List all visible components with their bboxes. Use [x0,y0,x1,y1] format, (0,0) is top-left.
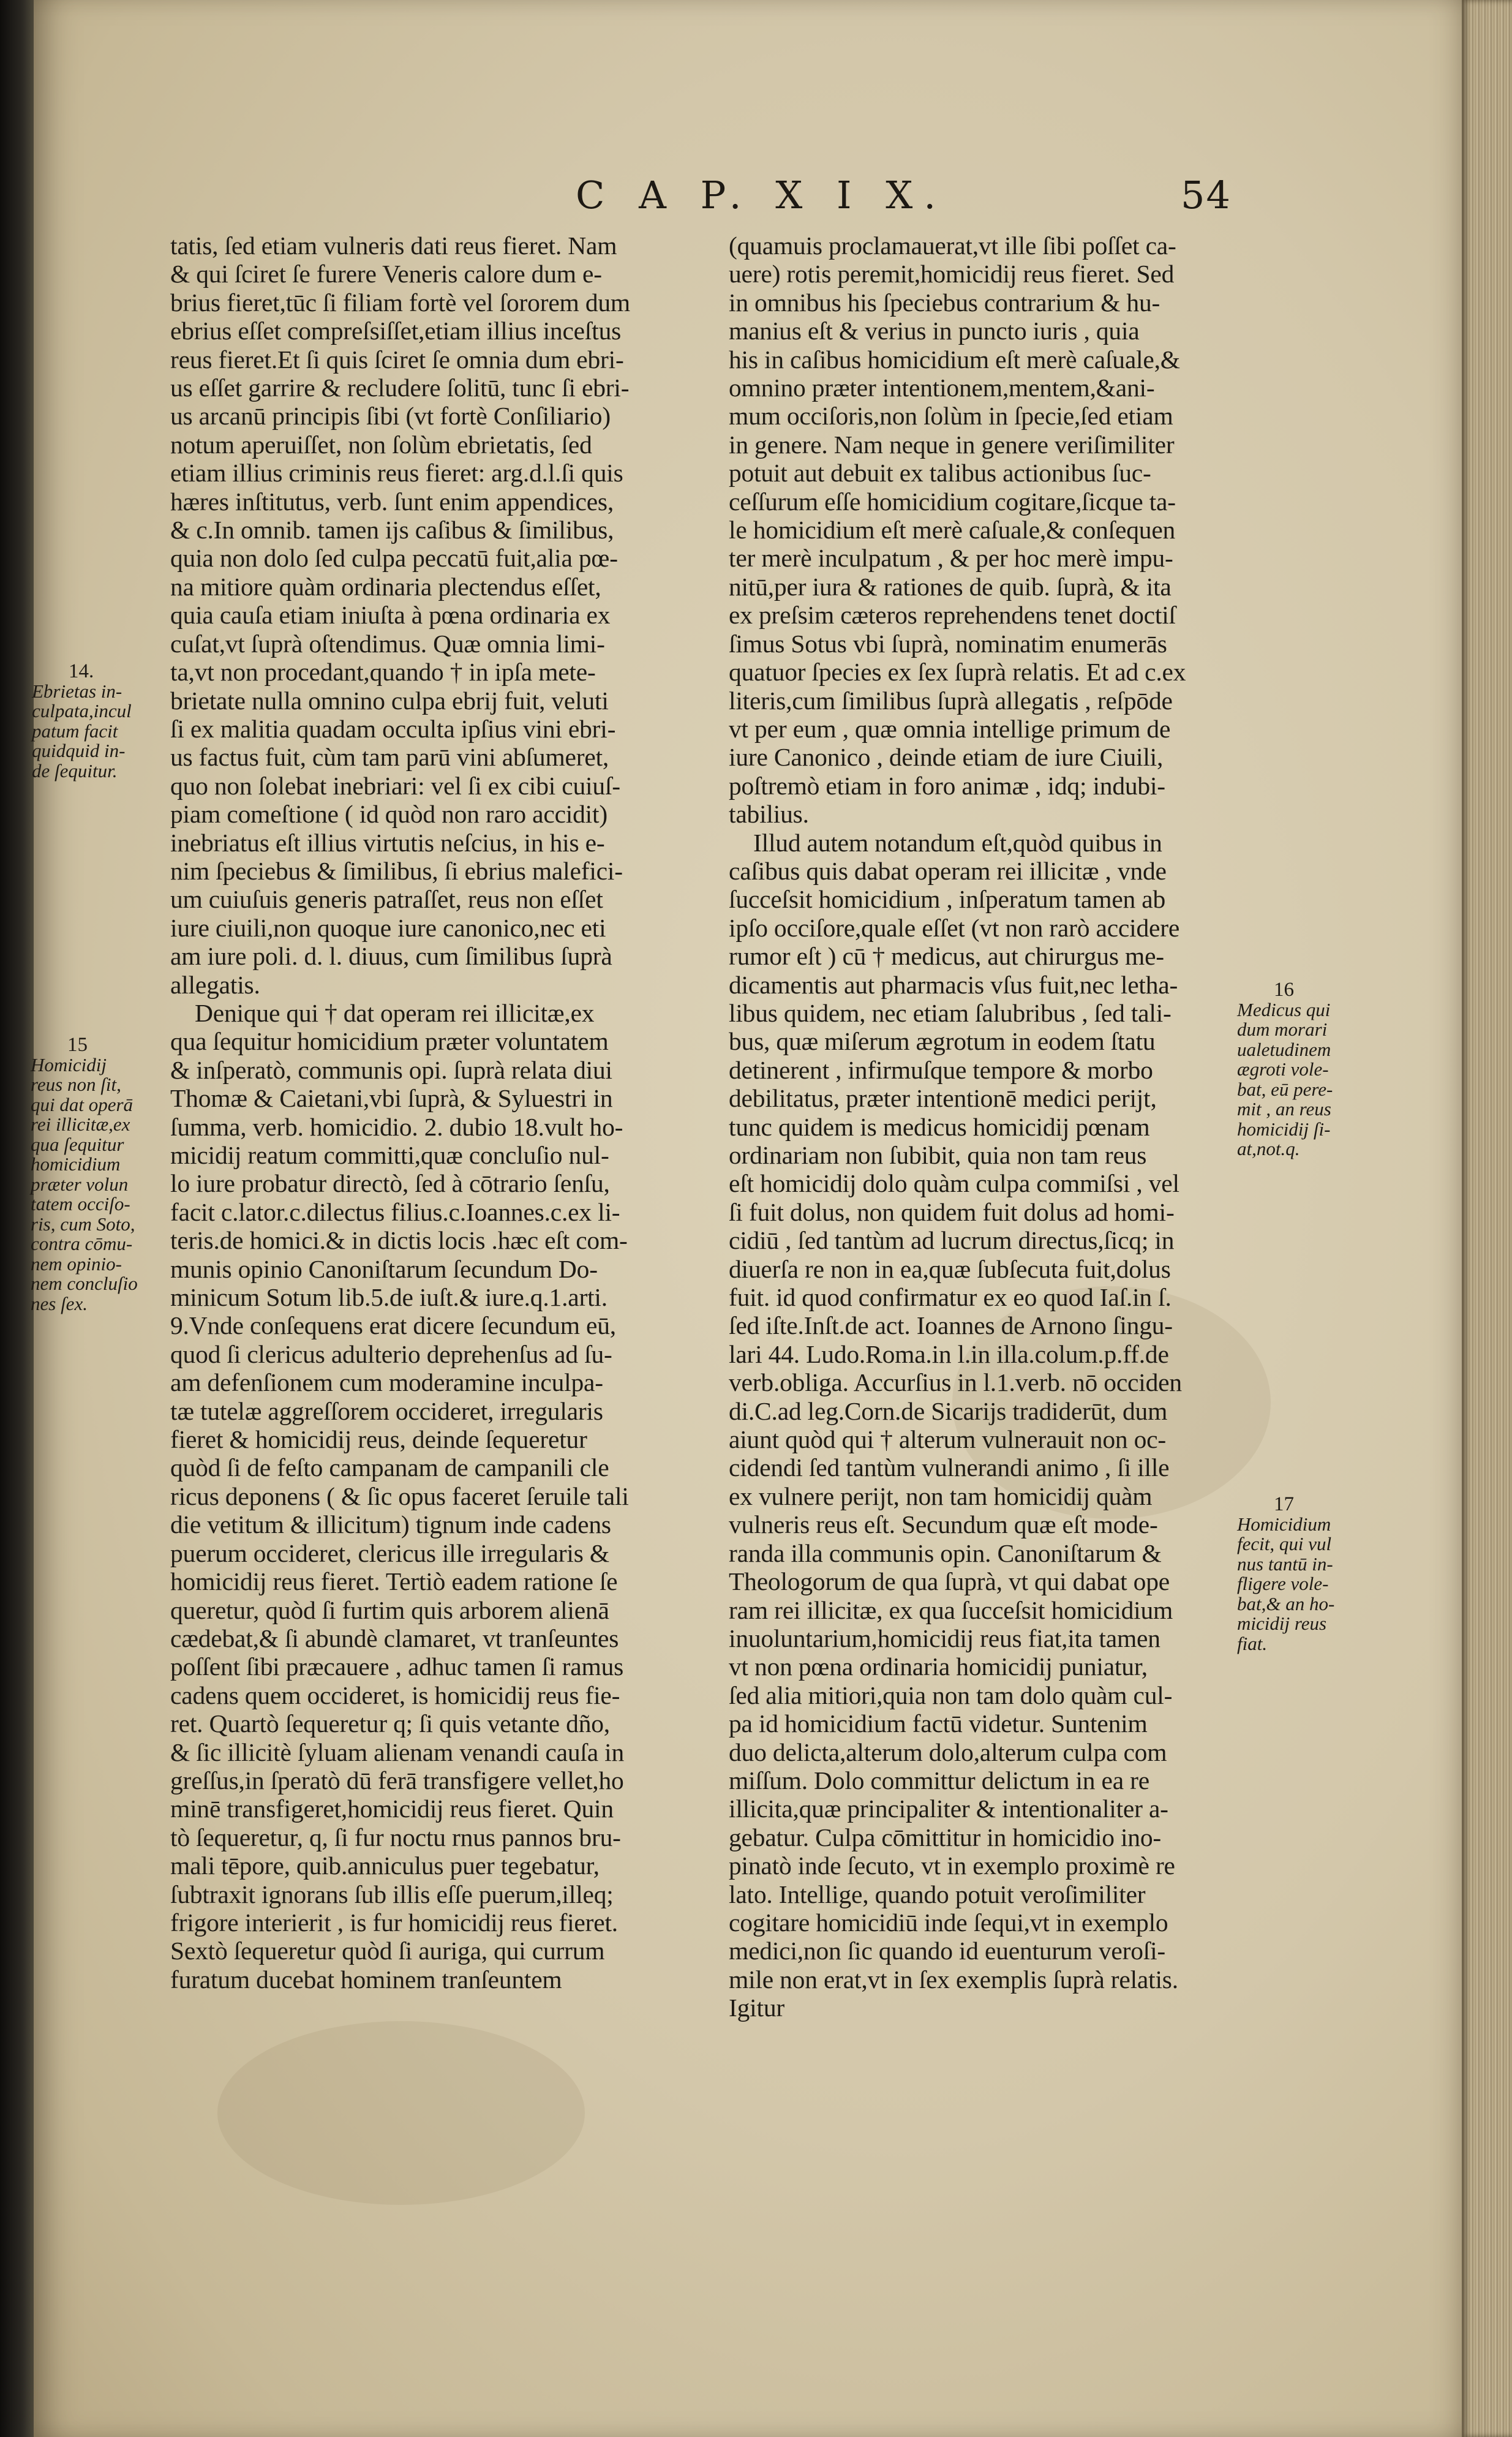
text-line: omnino præter intentionem,mentem,&ani- [729,374,1155,402]
margin-note-line: mit , an reus [1237,1098,1331,1120]
margin-note-line: Homicidij [31,1053,107,1075]
text-line: ricus deponens ( & ſic opus faceret ſeruile tali [170,1482,629,1510]
text-line: vt non pœna ordinaria homicidij puniatur, [729,1652,1148,1681]
margin-note-line: nes ſex. [31,1292,88,1314]
text-line: poſſent ſibi præcauere , adhuc tamen ſi ramus [170,1652,624,1681]
text-line: Denique qui † dat operam rei illicitæ,ex [195,998,595,1027]
text-line: am iure poli. d. l. diuus, cum ſimilibus ſuprà [170,942,612,971]
text-line: Illud autem notandum eſt,quòd quibus in [753,828,1162,857]
text-line: vt per eum , quæ omnia intellige primum de [729,714,1171,743]
margin-note-line: tatem occiſo- [31,1193,130,1215]
margin-note-line: ualetudinem [1237,1038,1331,1060]
right-text-column [729,232,1231,2022]
margin-note-line: dum morari [1237,1019,1328,1040]
text-line: us arcanū principis ſibi (vt fortè Conſiliario) [170,402,611,431]
text-line: pa id homicidium factū videtur. Suntenim [729,1709,1148,1738]
text-line: cædebat,& ſi abundè clamaret, vt tranſeuntes [170,1624,619,1652]
text-line: puerum occideret, clericus ille irregularis & [170,1539,609,1567]
text-line: manius eſt & verius in puncto iuris , quia [729,317,1140,345]
text-line: inebriatus eſt illius virtutis neſcius, in his e- [170,828,605,857]
text-line: poſtremò etiam in foro animæ , idq; indubi- [729,771,1165,800]
margin-note-line: at,not.q. [1237,1138,1300,1159]
text-line: medici,non ſic quando id euenturum veroſi- [729,1937,1166,1965]
text-line: homicidij reus fieret. Tertiò eadem ratione ſe [170,1567,618,1596]
text-line: quatuor ſpecies ex ſex ſuprà relatis. Et ad c.ex [729,658,1186,687]
text-line: cuſat,vt ſuprà oſtendimus. Quæ omnia limi- [170,629,605,658]
text-line: micidij reatum committi,quæ concluſio nul- [170,1141,609,1169]
text-line: um cuiuſuis generis patraſſet, reus non eſſet [170,885,603,914]
text-line: qua ſequitur homicidium præter voluntatem [170,1027,609,1056]
text-line: debilitatus, præter intentionē medici perijt, [729,1084,1157,1113]
text-line: aiunt quòd qui † alterum vulnerauit non oc- [729,1425,1167,1454]
text-line: fieret & homicidij reus, deinde ſequeretur [170,1425,587,1454]
text-line: reus fieret.Et ſi quis ſciret ſe omnia dum ebri- [170,345,624,374]
running-title: C A P. X I X. [576,173,947,217]
text-line: caſibus quis dabat operam rei illicitæ , vnde [729,856,1167,885]
text-line: us factus fuit, cùm tam parū vini abſumeret, [170,743,609,772]
margin-note-line: homicidium [31,1153,121,1175]
text-line: nitū,per iura & rationes de quib. ſuprà, & ita [729,572,1172,601]
text-line: am defenſionem cum moderamine inculpa- [170,1368,603,1397]
text-line: 9.Vnde conſequens erat dicere ſecundum eū, [170,1311,616,1340]
text-line: cidiū , ſed tantùm ad lucrum directus,ſicq; in [729,1226,1175,1255]
text-line: quia non dolo ſed culpa peccatū fuit,alia pœ- [170,544,618,573]
text-line: ta,vt non procedant,quando † in ipſa mete- [170,658,596,687]
text-line: gebatur. Culpa cōmittitur in homicidio ino- [729,1823,1162,1851]
text-line: allegatis. [170,970,260,999]
text-line: greſſus,in ſperatò dū ferā transfigere vellet,ho [170,1766,624,1795]
text-line: rumor eſt ) cū † medicus, aut chirurgus me- [729,942,1164,971]
margin-note-line: reus non ſit, [31,1074,121,1095]
margin-note-line: ris, cum Soto, [31,1213,135,1235]
margin-note-line: quidquid in- [32,740,126,761]
text-line: lo iure probatur directò, ſed à cōtrario ſenſu, [170,1169,610,1198]
text-line: di.C.ad leg.Corn.de Sicarijs tradiderūt, dum [729,1396,1168,1425]
text-line: in genere. Nam neque in genere veriſimiliter [729,430,1175,459]
text-line: cogitare homicidiū inde ſequi,vt in exemplo [729,1908,1168,1937]
text-line: nim ſpeciebus & ſimilibus, ſi ebrius malefici- [170,856,623,885]
margin-note-line: de ſequitur. [32,759,118,782]
text-line: us eſſet garrire & recludere ſolitū, tunc ſi ebri- [170,374,630,402]
text-line: diuerſa re non in ea,quæ ſubſecuta fuit,dolus [729,1254,1171,1283]
text-line: ſed alia mitiori,quia non tam dolo quàm cul- [729,1681,1173,1709]
text-line: ſed iſte.Inſt.de act. Ioannes de Arnono ſingu- [729,1311,1173,1340]
text-line: quòd ſi de feſto campanam de campanili cle [170,1453,609,1482]
text-line: lari 44. Ludo.Roma.in l.in illa.colum.p.ff.de [729,1339,1169,1368]
text-line: quo non ſolebat inebriari: vel ſi ex cibi cuiuſ- [170,771,620,800]
page-edges [1462,0,1512,2437]
text-line: die vetitum & illicitum) tignum inde cadens [170,1510,611,1539]
text-line: ceſſurum eſſe homicidium cogitare,ſicque ta- [729,487,1176,516]
text-line: brius fieret,tūc ſi filiam fortè vel ſororem dum [170,288,630,317]
text-line: mali tēpore, quib.anniculus puer tegebatur, [170,1851,600,1880]
margin-note-16 [1237,980,1333,1159]
margin-note-line: ægroti vole- [1237,1058,1329,1080]
text-line: uere) rotis peremit,homicidij reus fieret. Sed [729,260,1175,288]
text-line: ſumma, verb. homicidio. 2. dubio 18.vult ho- [170,1112,623,1141]
text-line: furatum ducebat hominem tranſeuntem [170,1965,562,1994]
page-number: 54 [1181,173,1232,217]
margin-note-line: contra cōmu- [31,1233,133,1254]
margin-note-15 [31,1035,138,1314]
text-line: & ſic illicitè ſyluam alienam venandi cauſa in [170,1738,625,1766]
margin-note-14 [32,661,132,781]
left-text-column [170,232,679,1994]
margin-note-line: rei illicitæ,ex [31,1113,130,1135]
text-line: lato. Intellige, quando potuit veroſimiliter [729,1880,1146,1908]
margin-note-line: qui dat operā [31,1093,134,1115]
text-line: ter merè inculpatum , & per hoc merè impu- [729,544,1173,573]
text-line: ſimus Sotus vbi ſuprà, nominatim enumerās [729,629,1167,658]
text-line: Theologorum de qua ſuprà, vt qui dabat ope [729,1567,1170,1596]
text-line: etiam illius criminis reus fieret: arg.d.l.ſi quis [170,459,623,488]
margin-note-line: fiat. [1237,1632,1268,1654]
text-line: ex vulnere perijt, non tam homicidij quàm [729,1482,1153,1510]
margin-note-line: Medicus qui [1237,998,1331,1020]
text-line: minicum Sotum lib.5.de iuſt.& iure.q.1.arti. [170,1283,607,1312]
text-line: brietate nulla omnino culpa ebrij fuit, veluti [170,686,609,715]
text-line: tò ſequeretur, q, ſi fur noctu rnus pannos bru- [170,1823,621,1851]
text-line: ordinariam non ſubibit, quia non tam reus [729,1141,1147,1169]
text-line: munis opinio Canoniſtarum ſecundum Do- [170,1254,598,1283]
margin-note-line: bat,& an ho- [1237,1592,1335,1614]
text-line: (quamuis proclamauerat,vt ille ſibi poſſet ca- [729,232,1176,260]
margin-note-17 [1237,1494,1334,1654]
text-line: illicita,quæ principaliter & intentionaliter a- [729,1795,1168,1823]
margin-note-line: homicidij ſi- [1237,1118,1331,1140]
text-line: tatis, ſed etiam vulneris dati reus fieret. Nam [170,232,617,260]
margin-note-line: nus tantū in- [1237,1553,1333,1575]
text-line: libus quidem, nec etiam ſalubribus , ſed tali- [729,998,1172,1027]
margin-note-line: Ebrietas in- [32,680,122,702]
margin-note-number: 17 [1274,1493,1294,1515]
text-line: mum occiſoris,non ſolùm in ſpecie,ſed etiam [729,402,1173,431]
text-line: cidendi ſed tantùm vulnerandi animo , ſi ille [729,1453,1170,1482]
margin-note-line: præter volun [31,1173,129,1195]
margin-note-line: fligere vole- [1237,1573,1329,1594]
text-line: ſi ex malitia quadam occulta ipſius vini ebri- [170,714,616,743]
text-line: tunc quidem is medicus homicidij pœnam [729,1112,1150,1141]
text-line: Sextò ſequeretur quòd ſi auriga, qui currum [170,1937,605,1965]
text-line: potuit aut debuit ex talibus actionibus ſuc- [729,459,1151,488]
text-line: literis,cum ſimilibus ſuprà allegatis , reſpōde [729,686,1173,715]
text-line: mile non erat,vt in ſex exemplis ſuprà relatis. [729,1965,1178,1994]
text-line: frigore interierit , is fur homicidij reus fieret. [170,1908,618,1937]
text-line: pinatò inde ſecuto, vt in exemplo proximè re [729,1851,1175,1880]
margin-note-line: Homicidium [1237,1513,1331,1535]
text-line: cadens quem occideret, is homicidij reus fie- [170,1681,620,1709]
text-line: & c.In omnib. tamen ijs caſibus & ſimilibus, [170,516,614,544]
text-line: ram rei illicitæ, ex qua ſucceſsit homicidium [729,1595,1173,1624]
text-line: ebrius eſſet compreſsiſſet,etiam illius inceſtus [170,317,622,345]
text-line: ex preſsim cæteros reprehendens tenet doctiſ [729,601,1176,630]
text-line: Thomæ & Caietani,vbi ſuprà, & Syluestri in [170,1084,613,1113]
text-line: le homicidium eſt merè caſuale,& conſequen [729,516,1176,544]
text-line: randa illa communis opin. Canoniſtarum & [729,1539,1162,1567]
text-line: piam comeſtione ( id quòd non raro accidit) [170,800,607,829]
text-line: hæres inſtitutus, verb. ſunt enim appendices, [170,487,614,516]
text-line: quia cauſa etiam iniuſta à pœna ordinaria ex [170,601,611,630]
margin-note-line: micidij reus [1237,1613,1327,1634]
margin-note-line: culpata,incul [32,700,132,721]
text-line: & qui ſciret ſe furere Veneris calore dum e- [170,260,602,288]
text-line: ſubtraxit ignorans ſub illis eſſe puerum,illeq; [170,1880,614,1908]
text-line: na mitiore quàm ordinaria plectendus eſſet, [170,572,601,601]
text-line: tabilius. [729,800,809,829]
text-line: ret. Quartò ſequeretur q; ſi quis vetante dño, [170,1709,610,1738]
text-line: eſt homicidij dolo quàm culpa commiſsi , vel [729,1169,1179,1198]
margin-note-number: 14. [69,660,94,682]
margin-note-number: 16 [1274,979,1294,1001]
text-line: fuit. id quod confirmatur ex eo quod Iaſ.in ſ. [729,1283,1172,1312]
margin-note-line: nem opinio- [31,1252,122,1275]
text-line: notum aperuiſſet, non ſolùm ebrietatis, ſed [170,430,592,459]
text-line: facit c.lator.c.dilectus filius.c.Ioannes.c.ex li- [170,1197,620,1226]
text-line: queretur, quòd ſi furtim quis arborem alienā [170,1595,609,1624]
margin-note-line: nem concluſio [31,1273,138,1294]
text-line: ipſo occiſore,quale eſſet (vt non rarò accidere [729,913,1180,942]
text-line: vulneris reus eſt. Secundum quæ eſt mode- [729,1510,1158,1539]
text-line: inuoluntarium,homicidij reus fiat,ita tamen [729,1624,1160,1652]
text-line: verb.obliga. Accurſius in l.1.verb. nō occiden [729,1368,1182,1397]
text-line: Igitur [729,1994,784,2022]
text-line: ſucceſsit homicidium , inſperatum tamen ab [729,885,1166,914]
text-line: miſſum. Dolo committur delictum in ea re [729,1766,1149,1795]
text-line: & inſperatò, communis opi. ſuprà relata diui [170,1055,612,1084]
text-line: in omnibus his ſpeciebus contrarium & hu- [729,288,1160,317]
text-line: dicamentis aut pharmacis vſus fuit,nec letha- [729,970,1178,999]
margin-note-line: qua ſequitur [31,1133,124,1155]
text-line: ſi fuit dolus, non quidem fuit dolus ad homi- [729,1197,1175,1226]
text-line: minē transfigeret,homicidij reus fieret. Quin [170,1795,614,1823]
text-line: iure ciuili,non quoque iure canonico,nec eti [170,913,606,942]
text-line: his in caſibus homicidium eſt merè caſuale,& [729,345,1180,374]
text-line: duo delicta,alterum dolo,alterum culpa com [729,1738,1167,1766]
text-line: teris.de homici.& in dictis locis .hæc eſt com- [170,1226,628,1255]
paper-stain [217,2021,585,2205]
margin-note-line: fecit, qui vul [1237,1533,1332,1554]
margin-note-line: patum facit [32,720,118,742]
text-line: iure Canonico , deinde etiam de iure Ciuili, [729,743,1164,772]
text-line: detinerent , infirmuſque tempore & morbo [729,1055,1153,1084]
text-line: tæ tutelæ aggreſſorem occideret, irregularis [170,1396,603,1425]
text-line: bus, quæ miſerum ægrotum in eodem ſtatu [729,1027,1156,1056]
text-line: quod ſi clericus adulterio deprehenſus ad ſu- [170,1339,612,1368]
margin-note-number: 15 [67,1034,88,1056]
margin-note-line: bat, eū pere- [1237,1078,1333,1100]
